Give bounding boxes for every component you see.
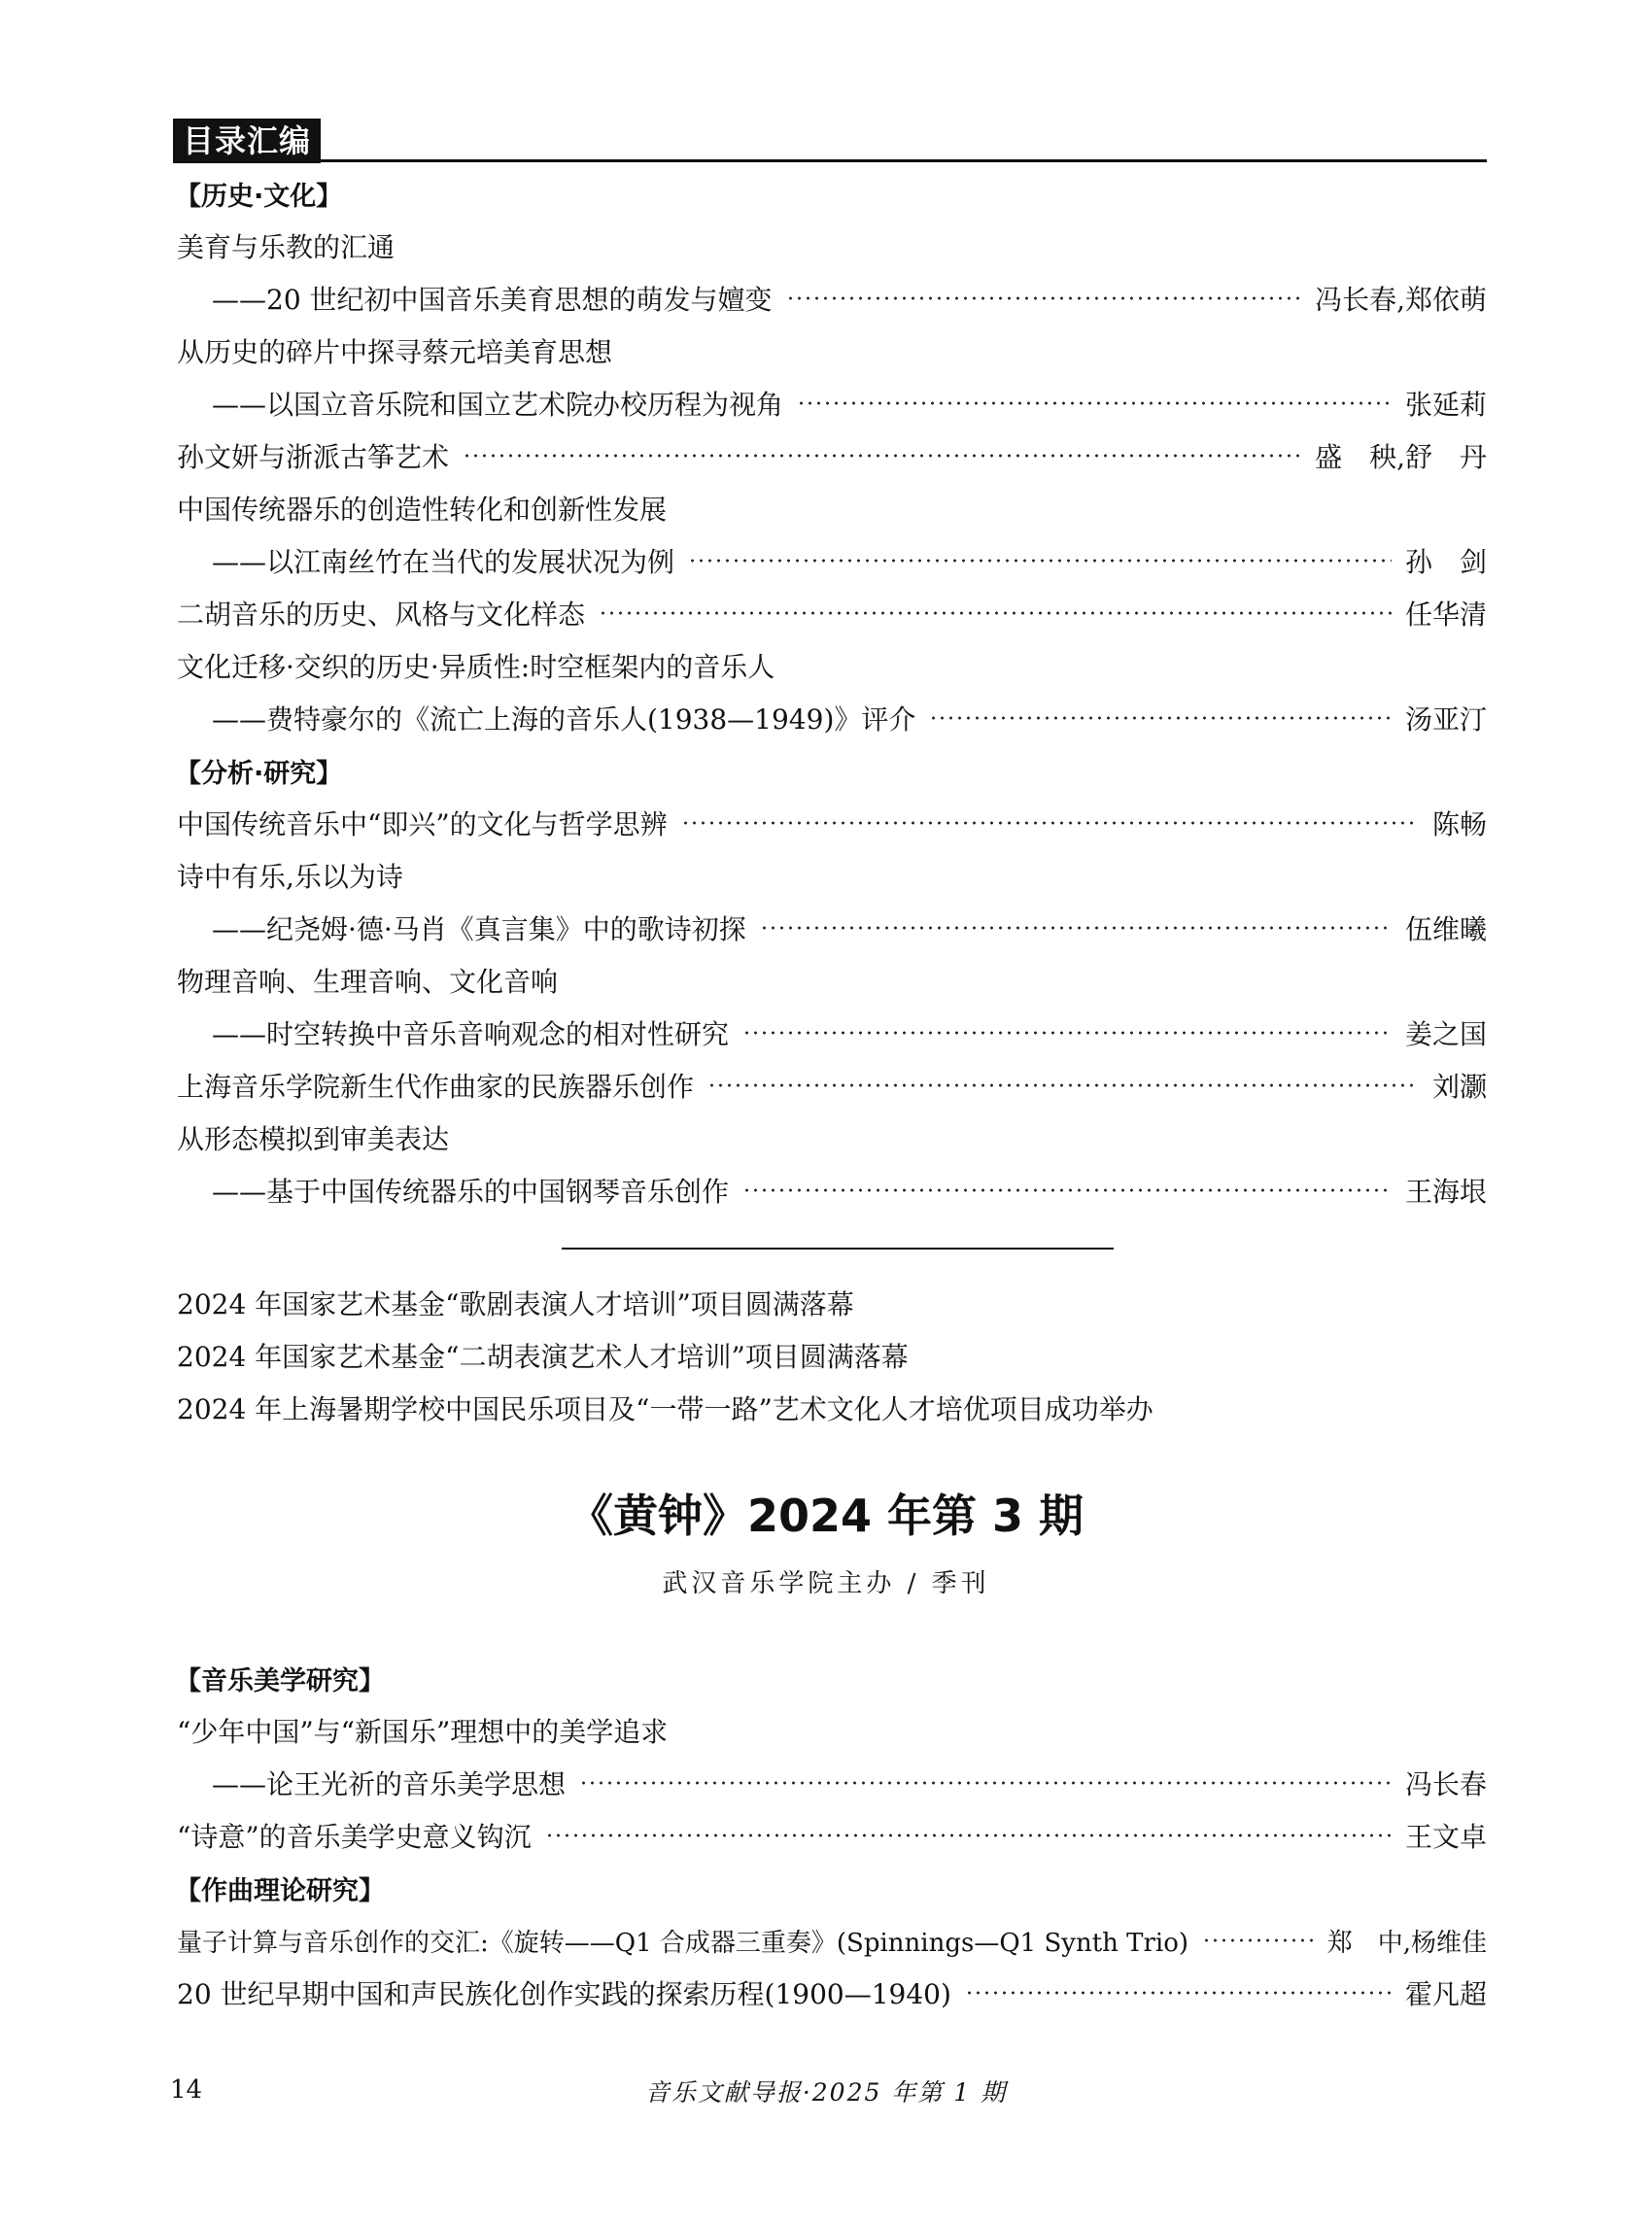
entry-title: 二胡音乐的历史、风格与文化样态 (177, 599, 586, 631)
dot-leader (786, 294, 1302, 302)
dot-leader (965, 1989, 1392, 1997)
article-title-line: 诗中有乐,乐以为诗 (177, 861, 403, 893)
journal-publisher-line: 武汉音乐学院主办 / 季刊 (662, 1569, 990, 1598)
entry-title: 量子计算与音乐创作的交汇:《旋转——Q1 合成器三重奏》(Spinnings—Q1 Synth Trio) (177, 1928, 1189, 1958)
entry-author: 伍维曦 (1404, 913, 1487, 945)
entry-title: ——纪尧姆·德·马肖《真言集》中的歌诗初探 (212, 913, 746, 945)
entry-author: 郑 中,杨维佳 (1326, 1928, 1487, 1958)
toc-entry (177, 797, 1487, 849)
journal-issue-title: 《黄钟》2024 年第 3 期 (568, 1490, 1084, 1542)
entry-author: 霍凡超 (1404, 1978, 1487, 2010)
toc-entry (212, 692, 1487, 744)
entry-title: ——以国立音乐院和国立艺术院办校历程为视角 (212, 389, 784, 421)
article-title-line: “少年中国”与“新国乐”理想中的美学追求 (177, 1716, 669, 1748)
news-item: 2024 年国家艺术基金“歌剧表演人才培训”项目圆满落幕 (177, 1288, 854, 1320)
entry-author: 姜之国 (1404, 1018, 1487, 1050)
toc-entry (212, 1007, 1487, 1059)
section-header-badge: 目录汇编 (173, 119, 321, 163)
article-title-line: 从历史的碎片中探寻蔡元培美育思想 (177, 336, 613, 368)
article-title-line: 中国传统器乐的创造性转化和创新性发展 (177, 494, 668, 526)
dot-leader (1202, 1936, 1314, 1944)
dot-leader (579, 1779, 1392, 1787)
section-divider-rule (562, 1248, 1114, 1250)
dot-leader (797, 399, 1392, 407)
article-title-line: 物理音响、生理音响、文化音响 (177, 966, 559, 998)
entry-title: ——时空转换中音乐音响观念的相对性研究 (212, 1018, 730, 1050)
section-heading-history-culture: 【历史·文化】 (175, 181, 343, 212)
page-number: 14 (170, 2075, 203, 2105)
entry-author: 任华清 (1404, 599, 1487, 631)
toc-entry (212, 1757, 1487, 1809)
entry-title: ——20 世纪初中国音乐美育思想的萌发与嬗变 (212, 284, 773, 316)
toc-entry (212, 377, 1487, 429)
toc-entry (212, 1164, 1487, 1216)
section-heading-composition-theory: 【作曲理论研究】 (175, 1875, 385, 1906)
entry-title: 上海音乐学院新生代作曲家的民族器乐创作 (177, 1071, 695, 1103)
dot-leader (599, 609, 1392, 617)
toc-entry (212, 272, 1487, 325)
entry-author: 孙 剑 (1404, 546, 1487, 578)
toc-entry (177, 429, 1487, 482)
entry-author: 张延莉 (1404, 389, 1487, 421)
entry-title: 中国传统音乐中“即兴”的文化与哲学思辨 (177, 808, 668, 840)
entry-author: 王文卓 (1404, 1821, 1487, 1853)
footer-journal-line: 音乐文献导报·2025 年第 1 期 (644, 2078, 1008, 2107)
entry-author: 汤亚汀 (1404, 703, 1487, 736)
dot-leader (688, 557, 1392, 565)
entry-title: 20 世纪早期中国和声民族化创作实践的探索历程(1900—1940) (177, 1978, 951, 2010)
section-heading-analysis-research: 【分析·研究】 (175, 758, 343, 789)
entry-author: 陈畅 (1431, 808, 1487, 840)
entry-author: 盛 秧,舒 丹 (1315, 441, 1487, 473)
entry-title: ——费特豪尔的《流亡上海的音乐人(1938—1949)》评介 (212, 703, 916, 736)
dot-leader (760, 924, 1392, 932)
article-title-line: 从形态模拟到审美表达 (177, 1123, 450, 1155)
entry-title: 孙文妍与浙派古筝艺术 (177, 441, 450, 473)
entry-author: 冯长春,郑依萌 (1315, 284, 1487, 316)
dot-leader (545, 1832, 1392, 1839)
entry-title: ——论王光祈的音乐美学思想 (212, 1768, 567, 1800)
dot-leader (742, 1186, 1392, 1194)
dot-leader (742, 1029, 1392, 1037)
entry-author: 冯长春 (1404, 1768, 1487, 1800)
toc-entry (212, 902, 1487, 954)
entry-title: ——基于中国传统器乐的中国钢琴音乐创作 (212, 1176, 730, 1208)
toc-entry (177, 1059, 1487, 1112)
toc-entry (177, 1967, 1487, 2019)
toc-entry (177, 1809, 1487, 1862)
entry-title: “诗意”的音乐美学史意义钩沉 (177, 1821, 532, 1853)
news-item: 2024 年国家艺术基金“二胡表演艺术人才培训”项目圆满落幕 (177, 1341, 909, 1373)
section-heading-music-aesthetics: 【音乐美学研究】 (175, 1665, 385, 1696)
header-rule (173, 159, 1487, 162)
entry-author: 刘灏 (1431, 1071, 1487, 1103)
news-item: 2024 年上海暑期学校中国民乐项目及“一带一路”艺术文化人才培优项目成功举办 (177, 1393, 1153, 1425)
dot-leader (681, 819, 1419, 827)
toc-entry (212, 534, 1487, 587)
dot-leader (929, 714, 1392, 722)
toc-entry (177, 1914, 1487, 1967)
article-title-line: 美育与乐教的汇通 (177, 231, 396, 263)
entry-author: 王海垠 (1404, 1176, 1487, 1208)
dot-leader (463, 452, 1301, 460)
article-title-line: 文化迁移·交织的历史·异质性:时空框架内的音乐人 (177, 651, 775, 683)
dot-leader (707, 1081, 1419, 1089)
toc-entry (177, 587, 1487, 639)
entry-title: ——以江南丝竹在当代的发展状况为例 (212, 546, 675, 578)
